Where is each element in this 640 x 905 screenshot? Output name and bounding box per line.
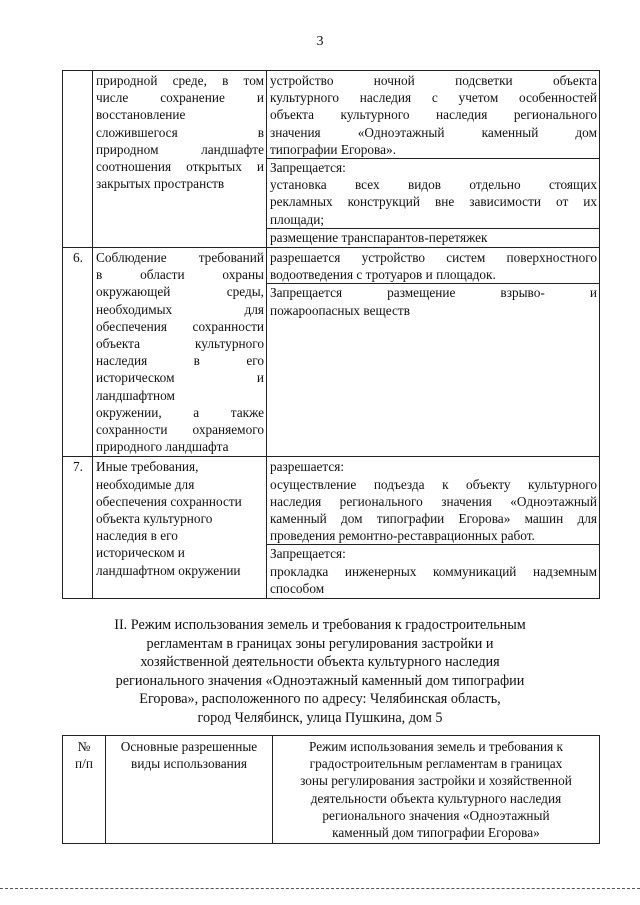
text-line: окружении, а также xyxy=(96,404,264,420)
requirement-cell xyxy=(93,248,267,457)
text-line: объекта культурного xyxy=(96,336,264,352)
text-line: установка всех видов отдельно стоящих xyxy=(270,177,597,193)
text-line: природном ландшафте xyxy=(96,141,264,157)
text-line: рекламных конструкций вне зависимости от их xyxy=(270,194,597,210)
header-line: № xyxy=(77,739,91,754)
text-line: обеспечения сохранности xyxy=(96,318,264,334)
column-header-permitted-uses xyxy=(106,736,273,844)
header-line: каменный дом типографии Егорова» xyxy=(332,825,540,841)
text-line: типографии Егорова». xyxy=(270,141,397,157)
text-line: способом xyxy=(270,580,325,596)
text-line: Иные требования, xyxy=(96,459,199,475)
header-line: градостроительным регламентам в границах xyxy=(309,756,563,772)
page-number: 3 xyxy=(316,34,324,49)
text-line: необходимых для xyxy=(96,301,264,317)
heading-line: Егорова», расположенного по адресу: Челябинская область, xyxy=(139,691,501,708)
requirement-cell xyxy=(93,457,267,599)
row-number-cell: 6. xyxy=(63,248,93,457)
text-line: разрешается: xyxy=(270,459,345,475)
header-line: п/п xyxy=(75,756,93,772)
text-line: площади; xyxy=(270,211,325,227)
text-line: объекта культурного xyxy=(96,511,213,527)
text-line: природной среде, в том xyxy=(96,73,264,88)
text-line: проведения ремонтно-реставрационных работ. xyxy=(270,528,535,544)
regulation-cell xyxy=(267,248,600,457)
page-bottom-rule xyxy=(0,888,640,889)
text-line: природного ландшафта xyxy=(96,439,229,455)
heading-line: город Челябинск, улица Пушкина, дом 5 xyxy=(197,709,443,726)
row-number-cell xyxy=(63,71,93,248)
heading-line: регионального значения «Одноэтажный каменный дом типографии xyxy=(115,672,525,689)
text-line: осуществление подъезда к объекту культурного xyxy=(270,476,597,492)
table-row xyxy=(63,457,600,599)
text-line: разрешается устройство систем поверхностного xyxy=(270,250,597,266)
text-line: культурного наследия с учетом особенностей xyxy=(270,90,597,106)
text-line: в области охраны xyxy=(96,267,264,283)
regulation-cell xyxy=(267,71,600,248)
text-line: историческом и xyxy=(96,370,264,386)
text-line: Соблюдение требований xyxy=(96,250,264,266)
text-line: закрытых пространств xyxy=(96,176,225,192)
text-line: восстановление xyxy=(96,107,186,123)
header-line: виды использования xyxy=(131,756,247,772)
header-line: Режим использования земель и требования к xyxy=(309,739,563,754)
header-line: деятельности объекта культурного наследия xyxy=(310,790,562,806)
land-use-table xyxy=(62,735,600,844)
table-row xyxy=(63,248,600,457)
text-line: объекта культурного наследия регионального xyxy=(270,107,597,123)
header-line: зоны регулирования застройки и хозяйственной xyxy=(300,773,572,789)
text-line: ландшафтном xyxy=(96,387,175,403)
heading-line: II. Режим использования земель и требования к градостроительным xyxy=(114,617,526,633)
text-line: водоотведения с тротуаров и площадок. xyxy=(270,267,496,283)
column-header-regime xyxy=(273,736,600,844)
text-line: сохранности охраняемого xyxy=(96,422,264,438)
text-line: сложившегося в xyxy=(96,124,264,140)
header-line: Основные разрешенные xyxy=(120,739,258,754)
text-line: числе сохранение и xyxy=(96,90,264,106)
requirements-table xyxy=(62,70,600,599)
text-line: историческом и xyxy=(96,545,185,561)
table-row xyxy=(63,71,600,248)
text-line: наследия в его xyxy=(96,353,264,369)
text-line: размещение транспарантов-перетяжек xyxy=(270,229,488,245)
table-header-row xyxy=(63,736,600,844)
section-heading xyxy=(40,616,600,728)
text-line: значения «Одноэтажный каменный дом xyxy=(270,124,597,140)
text-line: наследия в его xyxy=(96,528,178,544)
text-line: пожароопасных веществ xyxy=(270,302,410,318)
text-line: устройство ночной подсветки объекта xyxy=(270,73,597,88)
text-line: Запрещается размещение взрыво- и xyxy=(270,285,597,301)
regulation-cell xyxy=(267,457,600,599)
text-line: прокладка инженерных коммуникаций надземным xyxy=(270,563,597,579)
text-line: обеспечения сохранности xyxy=(96,493,242,509)
text-line: соотношения открытых и xyxy=(96,159,264,175)
header-line: регионального значения «Одноэтажный xyxy=(322,807,550,823)
text-line: необходимые для xyxy=(96,476,195,492)
row-number-cell: 7. xyxy=(63,457,93,599)
heading-line: регламентам в границах зоны регулирования застройки и xyxy=(146,635,494,652)
text-line: Запрещается: xyxy=(270,546,346,562)
requirement-cell xyxy=(93,71,267,248)
heading-line: хозяйственной деятельности объекта культурного наследия xyxy=(140,654,500,671)
column-header-number xyxy=(63,736,106,844)
text-line: каменный дом типографии Егорова» машин для xyxy=(270,511,597,527)
text-line: Запрещается: xyxy=(270,160,346,176)
text-line: наследия регионального значения «Одноэтажный xyxy=(270,493,597,509)
text-line: окружающей среды, xyxy=(96,284,264,300)
text-line: ландшафтном окружении xyxy=(96,562,241,578)
